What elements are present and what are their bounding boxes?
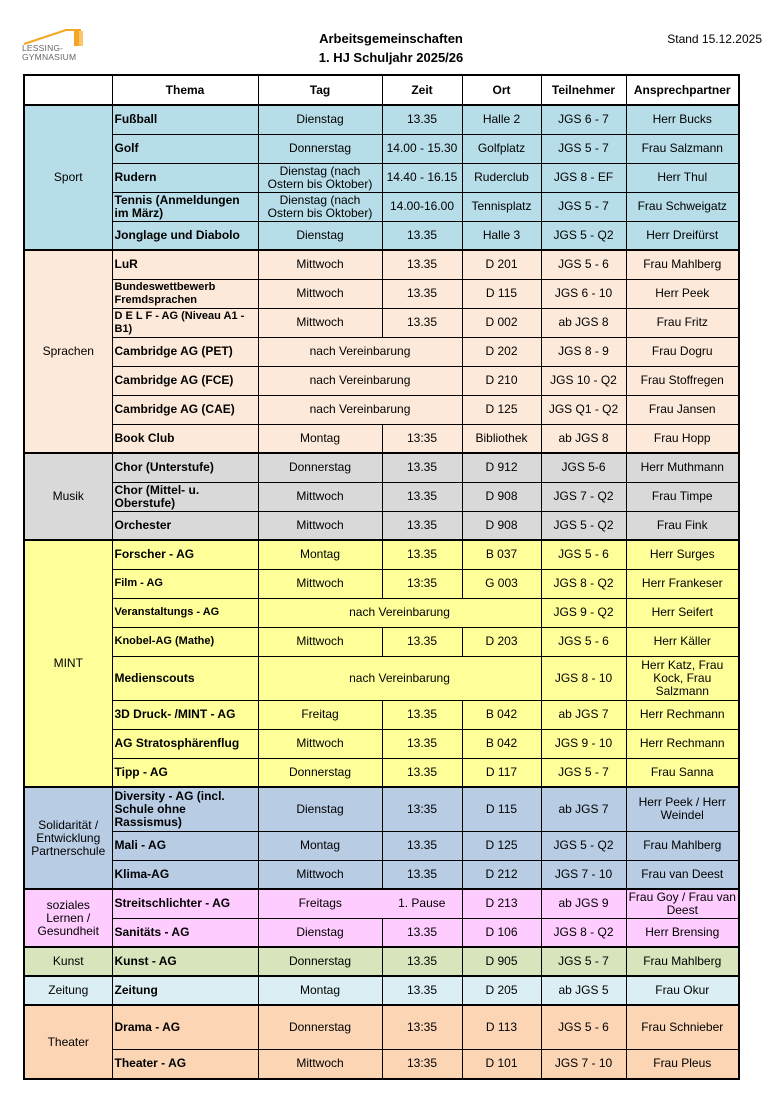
table-row (24, 831, 739, 860)
teilnehmer-cell: JGS 8 - 10 (541, 656, 626, 700)
tag-cell: Dienstag (258, 918, 382, 947)
thema-cell: Book Club (112, 424, 258, 453)
zeit-cell: 14.00-16.00 (382, 192, 462, 221)
category-cell: Musik (24, 453, 112, 540)
thema-cell: Chor (Unterstufe) (112, 453, 258, 482)
table-row (24, 947, 739, 976)
zeit-cell: 13.35 (382, 758, 462, 787)
column-header-ansprechpartner: Ansprechpartner (626, 75, 739, 105)
ansprechpartner-cell: Herr Frankeser (626, 569, 739, 598)
logo-line-2: GYMNASIUM (22, 52, 77, 62)
table-row (24, 163, 739, 192)
thema-cell: 3D Druck- /MINT - AG (112, 700, 258, 729)
tag-cell: Mittwoch (258, 627, 382, 656)
teilnehmer-cell: JGS 9 - 10 (541, 729, 626, 758)
ansprechpartner-cell: Herr Thul (626, 163, 739, 192)
thema-cell: Sanitäts - AG (112, 918, 258, 947)
table-row (24, 105, 739, 134)
tag-cell: Montag (258, 540, 382, 569)
tag-cell: Mittwoch (258, 1049, 382, 1079)
ort-cell: D 201 (462, 250, 541, 279)
ansprechpartner-cell: Herr Rechmann (626, 729, 739, 758)
teilnehmer-cell: ab JGS 7 (541, 787, 626, 831)
table-row (24, 598, 739, 627)
teilnehmer-cell: JGS 7 - Q2 (541, 482, 626, 511)
zeit-cell: 13.35 (382, 627, 462, 656)
ansprechpartner-cell: Herr Dreifürst (626, 221, 739, 250)
table-row (24, 511, 739, 540)
ort-cell: D 908 (462, 511, 541, 540)
table-row (24, 758, 739, 787)
table-row (24, 656, 739, 700)
tag-cell: Dienstag (258, 105, 382, 134)
zeit-cell: 13.35 (382, 700, 462, 729)
ort-cell: Ruderclub (462, 163, 541, 192)
teilnehmer-cell: JGS 8 - EF (541, 163, 626, 192)
page-subtitle: 1. HJ Schuljahr 2025/26 (318, 50, 464, 65)
ort-cell: Golfplatz (462, 134, 541, 163)
tag-cell: Donnerstag (258, 947, 382, 976)
teilnehmer-cell: JGS 5 - 7 (541, 134, 626, 163)
ort-cell: D 203 (462, 627, 541, 656)
teilnehmer-cell: JGS 8 - Q2 (541, 918, 626, 947)
tag-cell: Montag (258, 976, 382, 1005)
tag-cell: Mittwoch (258, 308, 382, 337)
ort-cell: D 101 (462, 1049, 541, 1079)
ort-cell: D 106 (462, 918, 541, 947)
tag-cell: Mittwoch (258, 250, 382, 279)
zeit-cell: 13:35 (382, 1005, 462, 1049)
ort-cell: D 202 (462, 337, 541, 366)
teilnehmer-cell: ab JGS 5 (541, 976, 626, 1005)
teilnehmer-cell: JGS 5 - 7 (541, 192, 626, 221)
ort-cell: D 117 (462, 758, 541, 787)
thema-cell: Zeitung (112, 976, 258, 1005)
ort-cell: B 042 (462, 700, 541, 729)
table-row (24, 192, 739, 221)
ort-cell: Halle 3 (462, 221, 541, 250)
column-header-zeit: Zeit (382, 75, 462, 105)
category-cell: Sport (24, 105, 112, 250)
tag-cell: Donnerstag (258, 1005, 382, 1049)
thema-cell: Forscher - AG (112, 540, 258, 569)
zeit-cell: 13.35 (382, 947, 462, 976)
zeit-cell: 14.40 - 16.15 (382, 163, 462, 192)
ort-cell: D 125 (462, 831, 541, 860)
column-header-ort: Ort (462, 75, 541, 105)
table-row (24, 540, 739, 569)
ansprechpartner-cell: Frau Salzmann (626, 134, 739, 163)
ansprechpartner-cell: Herr Rechmann (626, 700, 739, 729)
thema-cell: Diversity - AG (incl. Schule ohne Rassismus) (112, 787, 258, 831)
ansprechpartner-cell: Herr Katz, Frau Kock, Frau Salzmann (626, 656, 739, 700)
teilnehmer-cell: JGS 6 - 7 (541, 105, 626, 134)
thema-cell: Cambridge AG (CAE) (112, 395, 258, 424)
tag-cell: Montag (258, 424, 382, 453)
teilnehmer-cell: ab JGS 9 (541, 889, 626, 918)
tag-cell: Mittwoch (258, 279, 382, 308)
ag-table (23, 74, 740, 1080)
category-cell: Kunst (24, 947, 112, 976)
table-row (24, 1005, 739, 1049)
category-cell: Theater (24, 1005, 112, 1079)
teilnehmer-cell: JGS 10 - Q2 (541, 366, 626, 395)
ansprechpartner-cell: Herr Bucks (626, 105, 739, 134)
thema-cell: Medienscouts (112, 656, 258, 700)
table-row (24, 424, 739, 453)
ort-cell: D 213 (462, 889, 541, 918)
ansprechpartner-cell: Frau Mahlberg (626, 831, 739, 860)
ort-cell: D 115 (462, 787, 541, 831)
thema-cell: Film - AG (112, 569, 258, 598)
teilnehmer-cell: JGS 7 - 10 (541, 1049, 626, 1079)
tag-cell: Mittwoch (258, 729, 382, 758)
teilnehmer-cell: JGS 5 - 7 (541, 758, 626, 787)
thema-cell: Rudern (112, 163, 258, 192)
zeit-cell: 13.35 (382, 511, 462, 540)
thema-cell: Veranstaltungs - AG (112, 598, 258, 627)
tag-cell: nach Vereinbarung (258, 395, 462, 424)
table-row (24, 918, 739, 947)
ansprechpartner-cell: Herr Brensing (626, 918, 739, 947)
category-cell: MINT (24, 540, 112, 787)
thema-cell: Orchester (112, 511, 258, 540)
teilnehmer-cell: JGS 9 - Q2 (541, 598, 626, 627)
ansprechpartner-cell: Frau Pleus (626, 1049, 739, 1079)
zeit-cell: 14.00 - 15.30 (382, 134, 462, 163)
thema-cell: Drama - AG (112, 1005, 258, 1049)
table-row (24, 700, 739, 729)
tag-cell: Mittwoch (258, 511, 382, 540)
zeit-cell: 13.35 (382, 918, 462, 947)
ansprechpartner-cell: Frau Fink (626, 511, 739, 540)
ansprechpartner-cell: Herr Käller (626, 627, 739, 656)
zeit-cell: 13.35 (382, 976, 462, 1005)
tag-cell: Dienstag (258, 787, 382, 831)
tag-cell: Donnerstag (258, 758, 382, 787)
table-row (24, 1049, 739, 1079)
ansprechpartner-cell: Frau Mahlberg (626, 947, 739, 976)
zeit-cell: 13.35 (382, 221, 462, 250)
teilnehmer-cell: JGS 5 - 6 (541, 1005, 626, 1049)
zeit-cell: 13.35 (382, 453, 462, 482)
tag-cell: Montag (258, 831, 382, 860)
thema-cell: D E L F - AG (Niveau A1 - B1) (112, 308, 258, 337)
tag-cell: Mittwoch (258, 860, 382, 889)
ort-cell: Bibliothek (462, 424, 541, 453)
ort-cell: Halle 2 (462, 105, 541, 134)
table-row (24, 308, 739, 337)
ort-cell: D 125 (462, 395, 541, 424)
table-body (24, 105, 739, 1079)
teilnehmer-cell: JGS 8 - 9 (541, 337, 626, 366)
teilnehmer-cell: JGS 5 - Q2 (541, 221, 626, 250)
zeit-cell: 1. Pause (382, 889, 462, 918)
table-row (24, 453, 739, 482)
thema-cell: Klima-AG (112, 860, 258, 889)
thema-cell: Knobel-AG (Mathe) (112, 627, 258, 656)
ansprechpartner-cell: Frau van Deest (626, 860, 739, 889)
ansprechpartner-cell: Herr Muthmann (626, 453, 739, 482)
thema-cell: Tipp - AG (112, 758, 258, 787)
ansprechpartner-cell: Frau Stoffregen (626, 366, 739, 395)
page-title: Arbeitsgemeinschaften (319, 31, 463, 46)
ansprechpartner-cell: Herr Seifert (626, 598, 739, 627)
ansprechpartner-cell: Frau Schweigatz (626, 192, 739, 221)
thema-cell: Tennis (Anmeldungen im März) (112, 192, 258, 221)
table-row (24, 569, 739, 598)
thema-cell: Cambridge AG (FCE) (112, 366, 258, 395)
tag-cell: nach Vereinbarung (258, 337, 462, 366)
teilnehmer-cell: ab JGS 8 (541, 424, 626, 453)
ort-cell: D 905 (462, 947, 541, 976)
category-cell: soziales Lernen / Gesundheit (24, 889, 112, 947)
zeit-cell: 13.35 (382, 540, 462, 569)
tag-cell: nach Vereinbarung (258, 598, 541, 627)
tag-cell: Donnerstag (258, 453, 382, 482)
ort-cell: D 113 (462, 1005, 541, 1049)
ort-cell: B 042 (462, 729, 541, 758)
thema-cell: Kunst - AG (112, 947, 258, 976)
tag-cell: Freitags (258, 889, 382, 918)
ort-cell: D 212 (462, 860, 541, 889)
ansprechpartner-cell: Frau Jansen (626, 395, 739, 424)
table-header-row (24, 75, 739, 105)
teilnehmer-cell: ab JGS 7 (541, 700, 626, 729)
table-row (24, 889, 739, 918)
table-row (24, 250, 739, 279)
ort-cell: B 037 (462, 540, 541, 569)
teilnehmer-cell: JGS 5 - 6 (541, 250, 626, 279)
ansprechpartner-cell: Frau Dogru (626, 337, 739, 366)
column-header-tag: Tag (258, 75, 382, 105)
tag-cell: Dienstag (nach Ostern bis Oktober) (258, 192, 382, 221)
logo-line-1: LESSING- (22, 43, 64, 53)
tag-cell: nach Vereinbarung (258, 656, 541, 700)
ansprechpartner-cell: Herr Peek (626, 279, 739, 308)
thema-cell: Theater - AG (112, 1049, 258, 1079)
thema-cell: AG Stratosphärenflug (112, 729, 258, 758)
tag-cell: nach Vereinbarung (258, 366, 462, 395)
thema-cell: Bundeswettbewerb Fremdsprachen (112, 279, 258, 308)
teilnehmer-cell: JGS 6 - 10 (541, 279, 626, 308)
zeit-cell: 13.35 (382, 279, 462, 308)
table-row (24, 729, 739, 758)
table-row (24, 627, 739, 656)
category-cell: Sprachen (24, 250, 112, 453)
ansprechpartner-cell: Frau Timpe (626, 482, 739, 511)
ort-cell: D 908 (462, 482, 541, 511)
zeit-cell: 13.35 (382, 308, 462, 337)
teilnehmer-cell: JGS 5 - 6 (541, 627, 626, 656)
zeit-cell: 13.35 (382, 729, 462, 758)
table-row (24, 482, 739, 511)
thema-cell: Golf (112, 134, 258, 163)
thema-cell: Cambridge AG (PET) (112, 337, 258, 366)
teilnehmer-cell: ab JGS 8 (541, 308, 626, 337)
ansprechpartner-cell: Frau Sanna (626, 758, 739, 787)
ansprechpartner-cell: Herr Surges (626, 540, 739, 569)
zeit-cell: 13.35 (382, 105, 462, 134)
teilnehmer-cell: JGS 5 - Q2 (541, 831, 626, 860)
thema-cell: Jonglage und Diabolo (112, 221, 258, 250)
ort-cell: D 205 (462, 976, 541, 1005)
ort-cell: D 002 (462, 308, 541, 337)
tag-cell: Freitag (258, 700, 382, 729)
zeit-cell: 13.35 (382, 860, 462, 889)
ort-cell: Tennisplatz (462, 192, 541, 221)
table-row (24, 395, 739, 424)
column-header-teilnehmer: Teilnehmer (541, 75, 626, 105)
tag-cell: Dienstag (258, 221, 382, 250)
teilnehmer-cell: JGS 5 - 7 (541, 947, 626, 976)
zeit-cell: 13.35 (382, 250, 462, 279)
column-header-category (24, 75, 112, 105)
column-header-thema: Thema (112, 75, 258, 105)
zeit-cell: 13:35 (382, 424, 462, 453)
table-row (24, 860, 739, 889)
teilnehmer-cell: JGS 7 - 10 (541, 860, 626, 889)
thema-cell: Fußball (112, 105, 258, 134)
table-row (24, 279, 739, 308)
teilnehmer-cell: JGS 5 - Q2 (541, 511, 626, 540)
teilnehmer-cell: JGS 8 - Q2 (541, 569, 626, 598)
ansprechpartner-cell: Frau Mahlberg (626, 250, 739, 279)
teilnehmer-cell: JGS Q1 - Q2 (541, 395, 626, 424)
tag-cell: Mittwoch (258, 482, 382, 511)
ort-cell: D 115 (462, 279, 541, 308)
table-row (24, 221, 739, 250)
ansprechpartner-cell: Frau Fritz (626, 308, 739, 337)
table-row (24, 337, 739, 366)
ansprechpartner-cell: Frau Goy / Frau van Deest (626, 889, 739, 918)
table-row (24, 134, 739, 163)
thema-cell: Streitschlichter - AG (112, 889, 258, 918)
zeit-cell: 13.35 (382, 482, 462, 511)
teilnehmer-cell: JGS 5-6 (541, 453, 626, 482)
table-row (24, 787, 739, 831)
thema-cell: LuR (112, 250, 258, 279)
category-cell: Zeitung (24, 976, 112, 1005)
tag-cell: Mittwoch (258, 569, 382, 598)
ansprechpartner-cell: Frau Hopp (626, 424, 739, 453)
tag-cell: Dienstag (nach Ostern bis Oktober) (258, 163, 382, 192)
teilnehmer-cell: JGS 5 - 6 (541, 540, 626, 569)
ansprechpartner-cell: Herr Peek / Herr Weindel (626, 787, 739, 831)
ort-cell: G 003 (462, 569, 541, 598)
category-cell: Solidarität / Entwicklung Partnerschule (24, 787, 112, 889)
zeit-cell: 13:35 (382, 569, 462, 598)
zeit-cell: 13.35 (382, 831, 462, 860)
zeit-cell: 13:35 (382, 787, 462, 831)
tag-cell: Donnerstag (258, 134, 382, 163)
thema-cell: Chor (Mittel- u. Oberstufe) (112, 482, 258, 511)
ort-cell: D 912 (462, 453, 541, 482)
table-row (24, 366, 739, 395)
thema-cell: Mali - AG (112, 831, 258, 860)
ansprechpartner-cell: Frau Schnieber (626, 1005, 739, 1049)
zeit-cell: 13:35 (382, 1049, 462, 1079)
ansprechpartner-cell: Frau Okur (626, 976, 739, 1005)
ort-cell: D 210 (462, 366, 541, 395)
status-date: Stand 15.12.2025 (667, 32, 762, 46)
table-row (24, 976, 739, 1005)
